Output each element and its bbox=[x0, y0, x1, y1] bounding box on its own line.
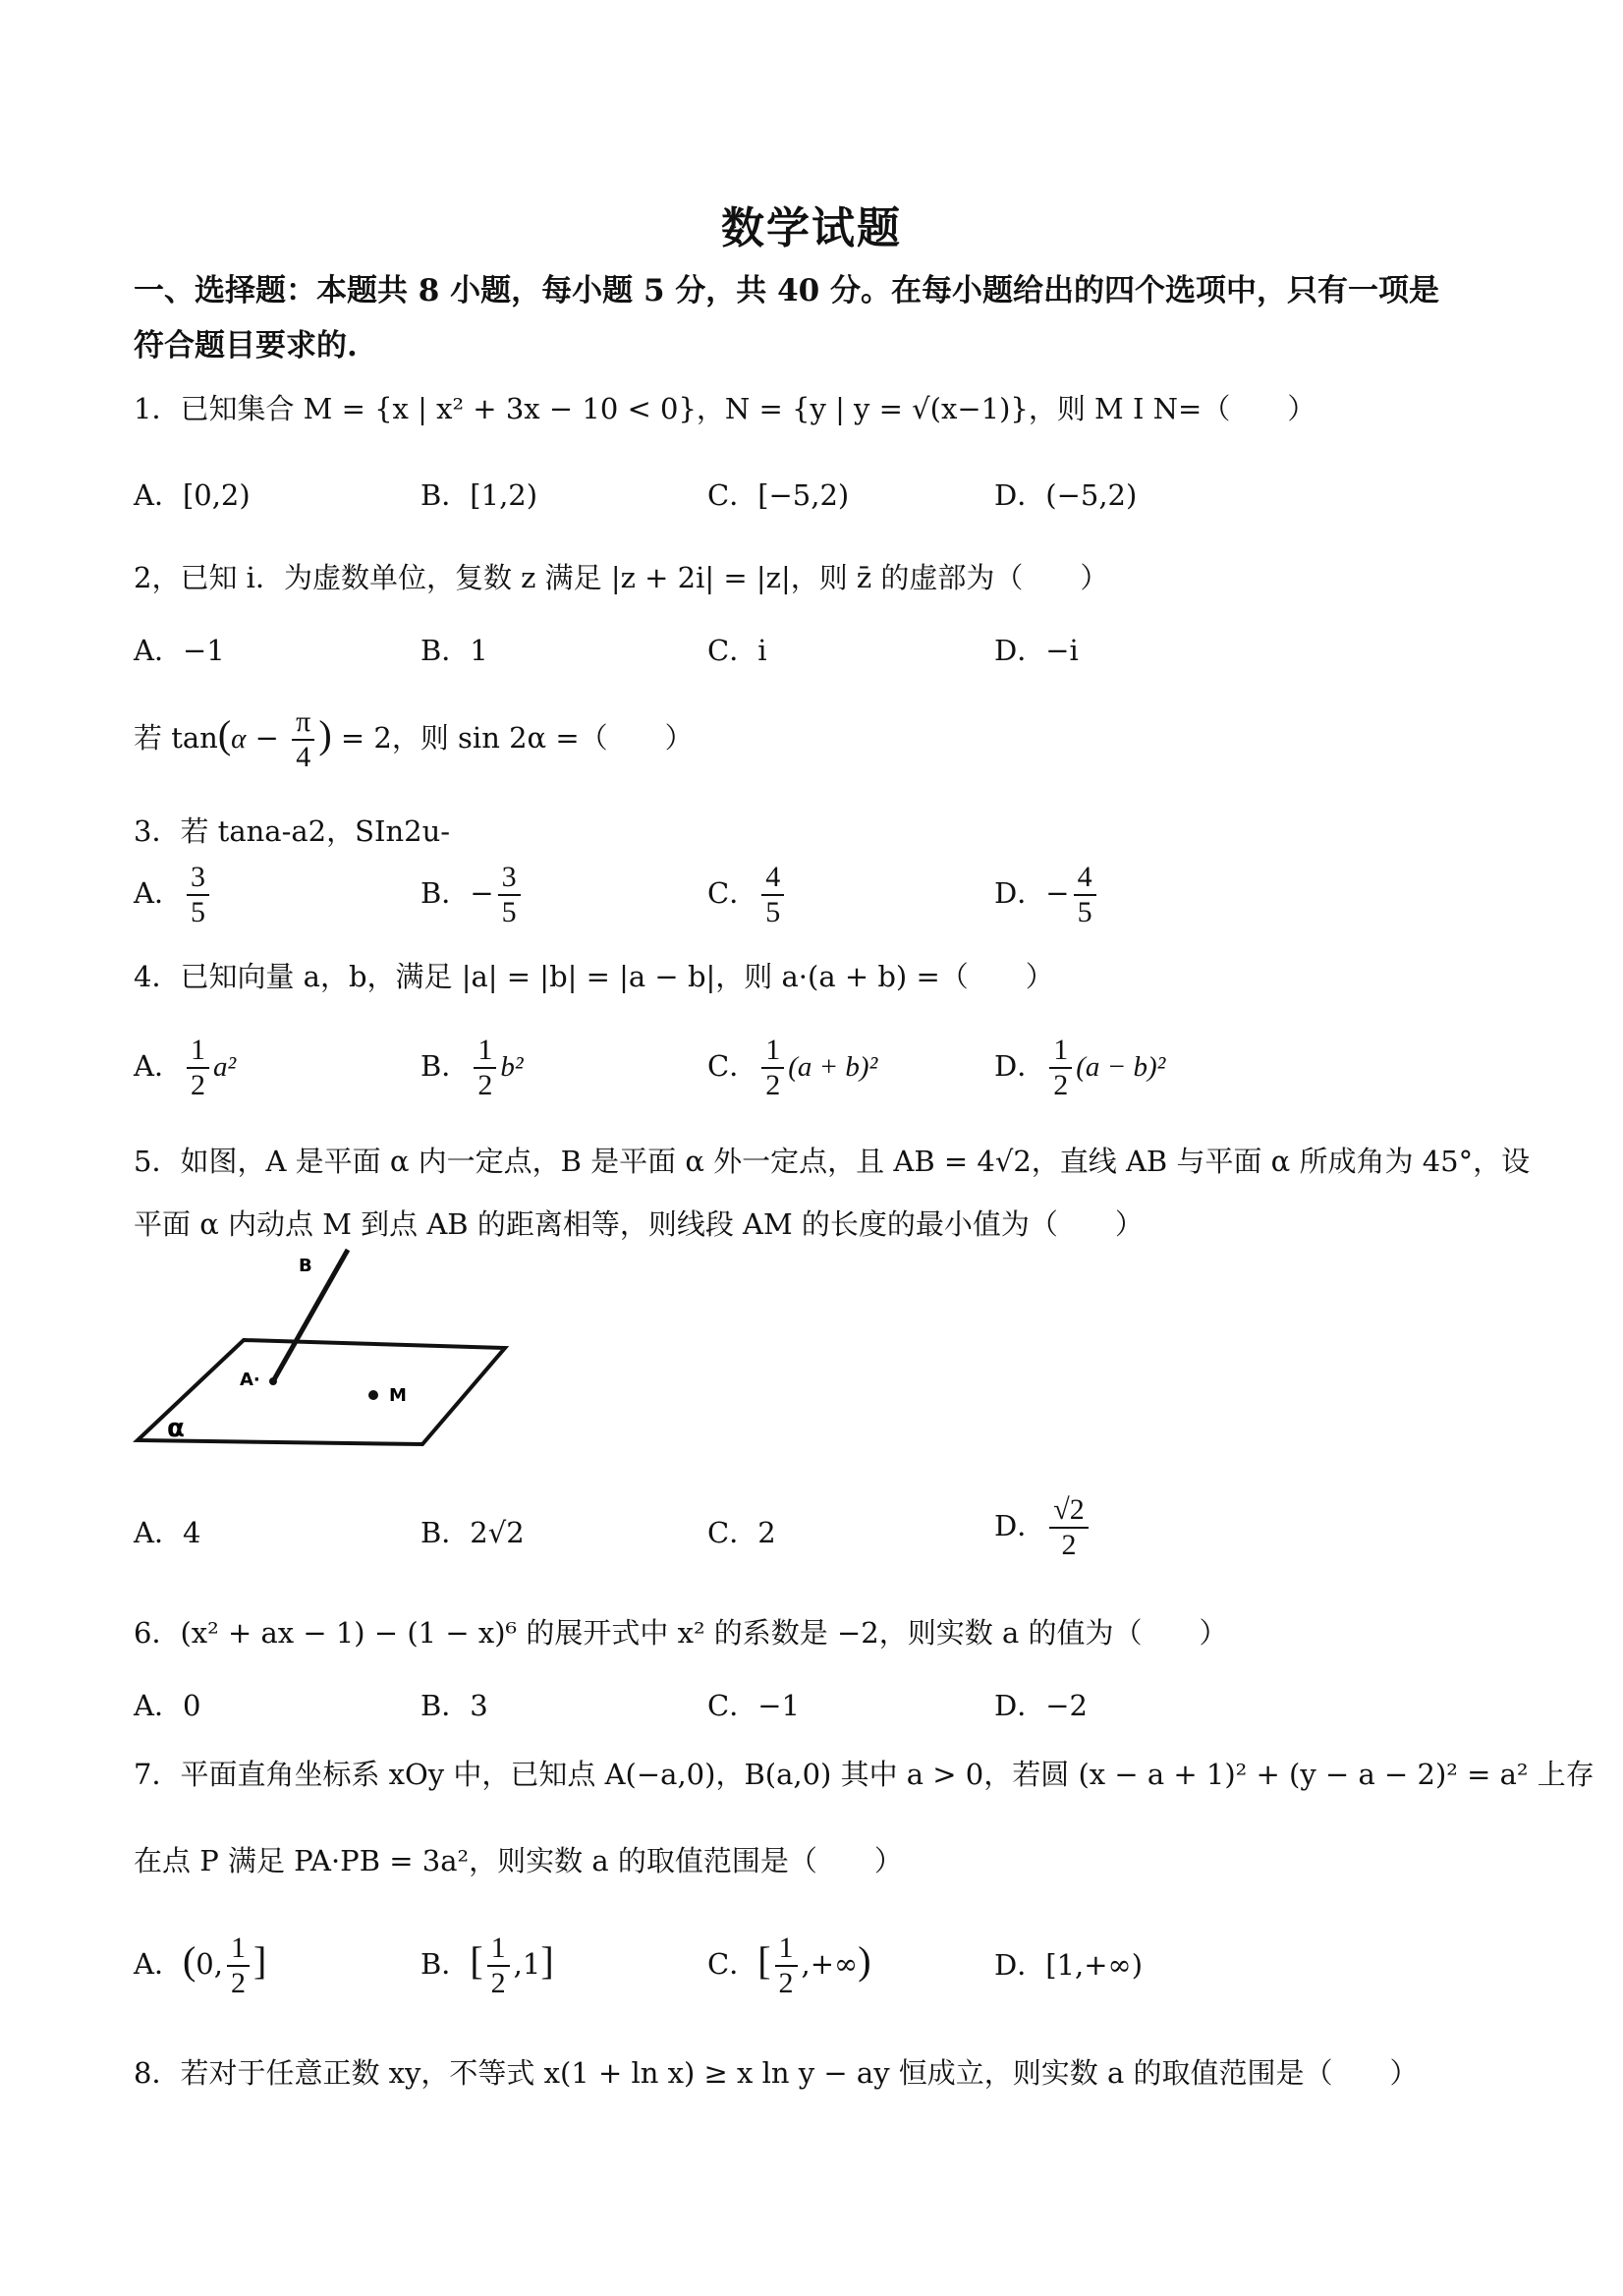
question-4-text: 4．已知向量 a，b，满足 |a| = |b| = |a − b|，则 a·(a + b) =（ ） bbox=[134, 960, 1054, 993]
question-2-text: 2，已知 i．为虚数单位，复数 z 满足 |z + 2i| = |z|，则 z̄ 的虚部为（ ） bbox=[134, 561, 1109, 594]
q1-option-c[interactable]: C．[−5,2) bbox=[707, 478, 850, 512]
q2-option-a[interactable]: A．−1 bbox=[134, 634, 225, 667]
prelude-prefix: 若 tan bbox=[134, 721, 218, 755]
q4-option-a[interactable]: A． $\frac{1}{2}$ a² bbox=[134, 1034, 237, 1101]
section-heading-line1: 一、选择题：本题共 8 小题，每小题 5 分，共 40 分。在每小题给出的四个选项中，只有一项是 bbox=[134, 273, 1440, 308]
q1-option-b[interactable]: B．[1,2) bbox=[420, 478, 538, 512]
question-3-prelude: 若 tan(α − $\frac{\pi}{4}$ ) = 2，则 sin 2α =（ ） bbox=[134, 705, 694, 773]
q7-option-c[interactable]: C．[ $\frac{1}{2}$ ,+∞) bbox=[707, 1932, 871, 1999]
q3-option-a[interactable]: A． $\frac{3}{5}$ bbox=[134, 861, 213, 929]
label-b: B bbox=[299, 1256, 312, 1276]
q5-option-b[interactable]: B．2√2 bbox=[420, 1516, 525, 1549]
q7-option-d[interactable]: D．[1,+∞) bbox=[994, 1948, 1144, 1982]
q2-option-d[interactable]: D．−i bbox=[994, 634, 1079, 667]
question-5-line2: 平面 α 内动点 M 到点 AB 的距离相等，则线段 AM 的长度的最小值为（ ） bbox=[134, 1207, 1144, 1241]
q5-option-d[interactable]: D． $\frac{√2}{2}$ bbox=[994, 1493, 1092, 1562]
q4-option-c[interactable]: C． $\frac{1}{2}$ (a + b)² bbox=[707, 1034, 878, 1101]
pi-over-four: $\frac{\pi}{4}$ bbox=[292, 705, 314, 774]
question-7-line2: 在点 P 满足 PA·PB = 3a²，则实数 a 的取值范围是（ ） bbox=[134, 1844, 903, 1877]
question-1-text: 1．已知集合 M = {x | x² + 3x − 10 < 0}，N = {y | y = √(x−1)}，则 M I N=（ ） bbox=[134, 392, 1316, 425]
q1-option-a[interactable]: A．[0,2) bbox=[134, 478, 251, 512]
q7-option-b[interactable]: B．[ $\frac{1}{2}$ ,1] bbox=[420, 1932, 554, 1999]
q7-option-a[interactable]: A．(0, $\frac{1}{2}$ ] bbox=[134, 1932, 267, 1999]
question-3-text: 3．若 tana-a2，SIn2u- bbox=[134, 814, 451, 848]
q6-option-b[interactable]: B．3 bbox=[420, 1689, 488, 1722]
label-alpha: α bbox=[167, 1414, 185, 1443]
section-heading bbox=[134, 263, 1509, 373]
question-8-text: 8．若对于任意正数 xy，不等式 x(1 + ln x) ≥ x ln y − ay 恒成立，则实数 a 的取值范围是（ ） bbox=[134, 2056, 1419, 2090]
question-6-text: 6．(x² + ax − 1) − (1 − x)⁶ 的展开式中 x² 的系数是 −2，则实数 a 的值为（ ） bbox=[134, 1616, 1228, 1650]
point-a bbox=[269, 1377, 277, 1385]
plane-figure bbox=[128, 1248, 521, 1474]
label-a: A· bbox=[240, 1370, 260, 1390]
question-7-line1: 7．平面直角坐标系 xOy 中，已知点 A(−a,0)，B(a,0) 其中 a > 0，若圆 (x − a + 1)² + (y − a − 2)² = a² 上存 bbox=[134, 1758, 1595, 1791]
q3-option-c[interactable]: C． $\frac{4}{5}$ bbox=[707, 861, 788, 929]
q4-option-d[interactable]: D． $\frac{1}{2}$ (a − b)² bbox=[994, 1034, 1166, 1101]
page-title: 数学试题 bbox=[721, 203, 902, 253]
q4-option-b[interactable]: B． $\frac{1}{2}$ b² bbox=[420, 1034, 524, 1101]
label-m: M bbox=[389, 1385, 407, 1406]
q6-option-c[interactable]: C．−1 bbox=[707, 1689, 800, 1722]
q2-option-c[interactable]: C．i bbox=[707, 634, 767, 667]
q5-option-a[interactable]: A．4 bbox=[134, 1516, 201, 1549]
q2-option-b[interactable]: B．1 bbox=[420, 634, 488, 667]
plane-alpha-shape bbox=[138, 1340, 505, 1444]
question-5-line1: 5．如图，A 是平面 α 内一定点，B 是平面 α 外一定点，且 AB = 4√2，直线 AB 与平面 α 所成角为 45°，设 bbox=[134, 1145, 1531, 1178]
section-heading-line2: 符合题目要求的. bbox=[134, 328, 358, 364]
q3-option-d[interactable]: D．− $\frac{4}{5}$ bbox=[994, 861, 1100, 929]
prelude-suffix: ，则 sin 2α =（ ） bbox=[391, 721, 694, 755]
point-m bbox=[368, 1390, 378, 1400]
q6-option-a[interactable]: A．0 bbox=[134, 1689, 201, 1722]
q5-option-c[interactable]: C．2 bbox=[707, 1516, 776, 1549]
q6-option-d[interactable]: D．−2 bbox=[994, 1689, 1089, 1722]
q1-option-d[interactable]: D．(−5,2) bbox=[994, 478, 1138, 512]
q3-option-b[interactable]: B．− $\frac{3}{5}$ bbox=[420, 861, 525, 929]
